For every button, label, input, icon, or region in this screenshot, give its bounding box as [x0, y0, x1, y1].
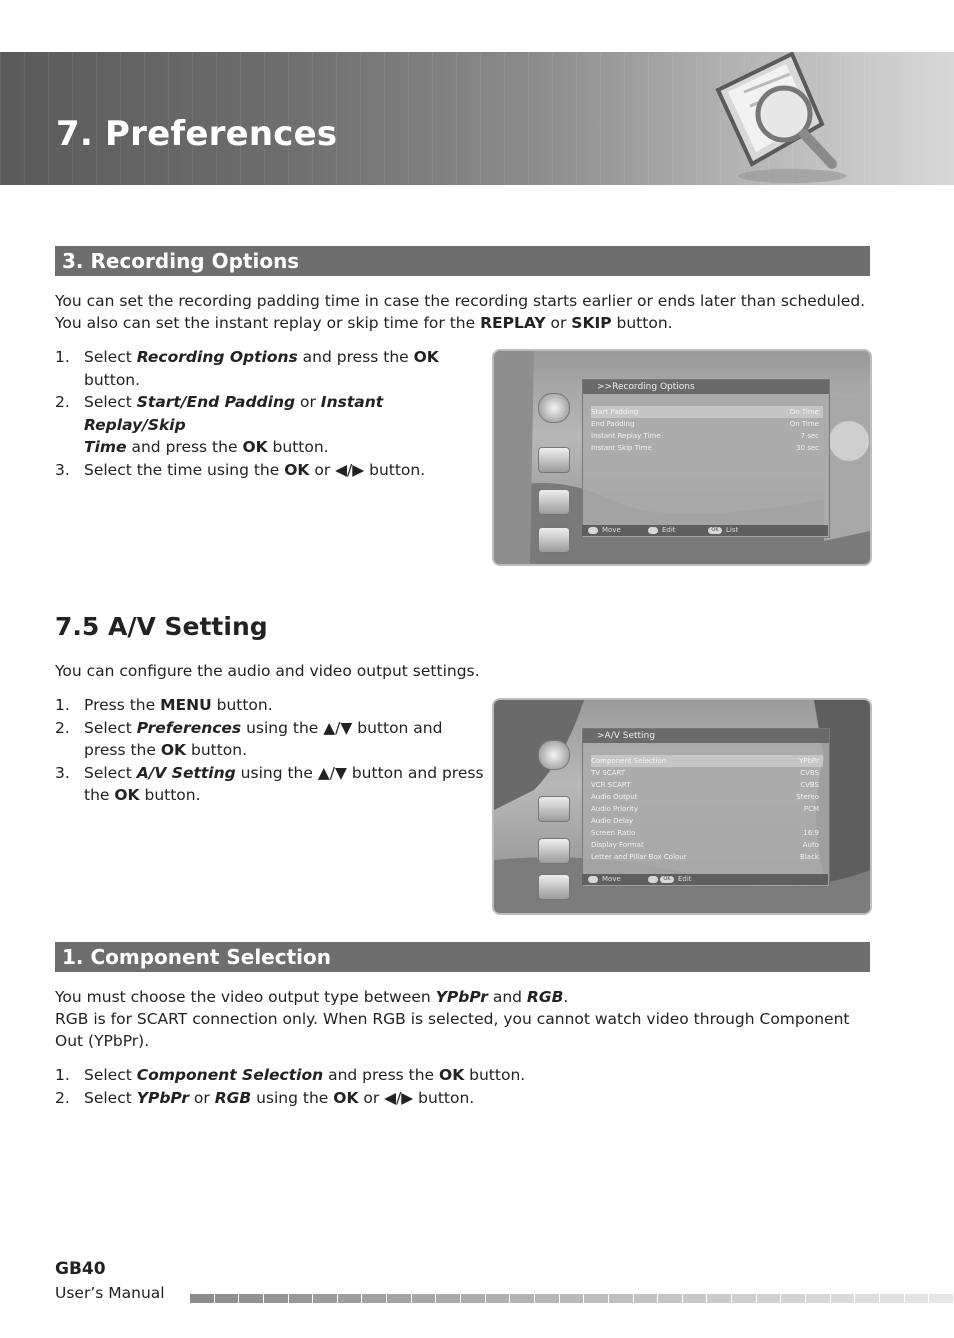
replay-keyword: REPLAY: [480, 314, 546, 332]
section-bar-recording-options: [55, 246, 870, 276]
menu-dock: [532, 726, 574, 908]
rgb-keyword: RGB: [526, 988, 564, 1006]
footer-bar-segment: [338, 1294, 362, 1303]
intro-line: You can set the recording padding time in case the recording starts earlier or ends later than scheduled.: [55, 292, 866, 310]
edit-button-icon: [648, 527, 658, 534]
menu-dock: [532, 377, 574, 559]
setting-value: YPbPr: [799, 757, 819, 765]
footer-edit-label: Edit: [662, 526, 676, 534]
step-text: button.: [186, 741, 248, 759]
intro-text: button.: [611, 314, 673, 332]
monitor-icon: [538, 838, 570, 864]
footer-bar-segment: [289, 1294, 313, 1303]
footer-bar-segment: [461, 1294, 485, 1303]
footer-bar-segment: [584, 1294, 608, 1303]
step-keyword: Component Selection: [136, 1066, 324, 1084]
setting-label: Audio Priority: [591, 805, 639, 813]
setting-value: Black: [800, 853, 819, 861]
setting-label: Instant Replay Time: [591, 432, 661, 440]
setting-value: PCM: [803, 805, 819, 813]
component-steps: [55, 1064, 870, 1109]
footer-bar-segment: [510, 1294, 534, 1303]
list-item: [55, 346, 485, 391]
step-keyword: Recording Options: [136, 348, 298, 366]
banner-stripe: [888, 52, 889, 185]
panel-title: >>Recording Options: [583, 380, 829, 394]
setting-value: On Time: [789, 408, 819, 416]
intro-text: and: [487, 988, 527, 1006]
step-text: Select: [84, 718, 137, 737]
list-item: [55, 459, 485, 482]
ypbpr-keyword: YPbPr: [435, 988, 488, 1006]
footer-bar-segment: [609, 1294, 633, 1303]
step-text: button.: [211, 696, 273, 714]
ok-keyword: OK: [160, 741, 187, 759]
step-keyword: Instant Replay/Skip: [84, 393, 384, 434]
footer-bar-segment: [732, 1294, 756, 1303]
step-text: or: [188, 1088, 215, 1107]
section-heading: 3. Recording Options: [62, 249, 300, 273]
step-number: 2.: [55, 1088, 70, 1107]
step-text: and press the: [323, 1066, 440, 1084]
av-steps: [55, 694, 485, 807]
banner-stripe: [528, 52, 529, 185]
footer-bar-segment: [264, 1294, 288, 1303]
tv-icon: [538, 447, 570, 473]
footer-bar-segment: [535, 1294, 559, 1303]
step-text: using the ▲/▼ button and press: [235, 763, 484, 782]
banner-stripe: [600, 52, 601, 185]
footer-bar-segment: [387, 1294, 411, 1303]
setting-label: Audio Output: [591, 793, 638, 801]
step-keyword: Time: [84, 438, 127, 456]
setting-row[interactable]: [591, 430, 823, 442]
step-number: 3.: [55, 763, 70, 782]
recording-intro: [55, 290, 865, 334]
step-number: 2.: [55, 718, 70, 737]
ok-keyword: OK: [333, 1088, 359, 1107]
edit-button-icon: [648, 876, 658, 883]
step-keyword: A/V Setting: [136, 763, 236, 782]
setting-value: On Time: [789, 420, 819, 428]
banner-stripe: [552, 52, 553, 185]
ok-keyword: OK: [242, 438, 268, 456]
setting-row[interactable]: [591, 851, 823, 863]
intro-line: RGB is for SCART connection only. When RGB is selected, you cannot watch video through Component: [55, 1010, 850, 1028]
banner-stripe: [384, 52, 385, 185]
ok-button-icon: OK: [708, 527, 722, 534]
clock-icon: [538, 740, 570, 770]
list-item: [55, 1064, 870, 1087]
setting-row[interactable]: [591, 839, 823, 851]
banner-stripe: [24, 52, 25, 185]
settings-list: [591, 406, 823, 454]
setting-value: CVBS: [800, 769, 819, 777]
list-item: [55, 717, 485, 762]
footer-bar-segment: [929, 1294, 953, 1303]
intro-text: .: [563, 988, 569, 1006]
setting-row[interactable]: [591, 803, 823, 815]
banner-stripe: [936, 52, 937, 185]
setting-label: Component Selection: [591, 757, 667, 765]
section-heading: 1. Component Selection: [62, 945, 331, 969]
footer-bar-segment: [806, 1294, 830, 1303]
move-button-icon: [588, 876, 598, 883]
component-intro: [55, 986, 870, 1052]
satellite-icon: [538, 874, 570, 900]
step-text: Select: [84, 763, 137, 782]
footer-list-label: List: [726, 526, 739, 534]
footer-bar-segment: [239, 1294, 263, 1303]
intro-text: or: [545, 314, 572, 332]
setting-label: Instant Skip Time: [591, 444, 652, 452]
setting-row[interactable]: [591, 767, 823, 779]
monitor-icon: [538, 489, 570, 515]
footer-edit-label: Edit: [678, 875, 692, 883]
step-text: button.: [267, 438, 329, 456]
banner-stripe: [480, 52, 481, 185]
step-number: 3.: [55, 460, 70, 479]
ok-keyword: OK: [439, 1066, 465, 1084]
step-text: using the ▲/▼ button and: [241, 718, 443, 737]
step-text: the: [84, 786, 115, 804]
setting-row[interactable]: [591, 755, 823, 767]
setting-row[interactable]: [591, 827, 823, 839]
ok-keyword: OK: [284, 460, 310, 479]
setting-row[interactable]: [591, 406, 823, 418]
footer-bar-segment: [215, 1294, 239, 1303]
footer-move-label: Move: [602, 526, 621, 534]
footer-bar-segment: [880, 1294, 904, 1303]
banner-stripe: [408, 52, 409, 185]
step-text: button.: [464, 1066, 526, 1084]
footer-bar-segment: [855, 1294, 879, 1303]
ok-keyword: OK: [114, 786, 140, 804]
banner-stripe: [624, 52, 625, 185]
step-text: and press the: [297, 348, 414, 366]
av-setting-screenshot: [492, 698, 872, 915]
ok-button-icon: OK: [660, 876, 674, 883]
banner-stripe: [432, 52, 433, 185]
step-text: Select: [84, 1088, 137, 1107]
setting-value: CVBS: [800, 781, 819, 789]
step-text: button.: [139, 786, 201, 804]
footer-bar-segment: [658, 1294, 682, 1303]
screen-footer: [582, 874, 828, 885]
setting-value: Stereo: [796, 793, 819, 801]
setting-row[interactable]: [591, 791, 823, 803]
satellite-icon: [538, 527, 570, 553]
recording-steps: [55, 346, 485, 481]
settings-panel: [582, 728, 830, 887]
step-text: press the: [84, 741, 161, 759]
settings-panel: [582, 379, 830, 538]
footer-bar-segment: [560, 1294, 584, 1303]
panel-title: >A/V Setting: [583, 729, 829, 743]
setting-row[interactable]: [591, 442, 823, 454]
footer-bar-segment: [781, 1294, 805, 1303]
screen-footer: [582, 525, 828, 536]
step-keyword: Preferences: [136, 718, 242, 737]
footer-bar-segment: [190, 1294, 214, 1303]
step-text: Select the time using the: [84, 460, 285, 479]
footer-model: GB40: [55, 1259, 106, 1279]
tv-icon: [538, 796, 570, 822]
clock-icon: [538, 393, 570, 423]
intro-text: You must choose the video output type between: [55, 988, 436, 1006]
setting-label: TV SCART: [591, 769, 626, 777]
step-number: 1.: [55, 348, 70, 366]
step-number: 2.: [55, 393, 70, 411]
setting-label: Audio Delay: [591, 817, 634, 825]
skip-keyword: SKIP: [571, 314, 612, 332]
setting-label: Start Padding: [591, 408, 639, 416]
step-text: Press the: [84, 696, 161, 714]
settings-list: [591, 755, 823, 863]
setting-label: End Padding: [591, 420, 635, 428]
footer-bar-segment: [412, 1294, 436, 1303]
step-keyword: RGB: [214, 1088, 252, 1107]
banner-stripe: [864, 52, 865, 185]
magnifier-document-icon: [700, 52, 860, 185]
chapter-banner: [0, 52, 954, 185]
step-number: 1.: [55, 1066, 70, 1084]
step-text: button.: [84, 370, 141, 389]
footer-bar-segment: [757, 1294, 781, 1303]
banner-stripe: [576, 52, 577, 185]
banner-stripe: [648, 52, 649, 185]
footer-bar-segment: [683, 1294, 707, 1303]
footer-bar-segment: [707, 1294, 731, 1303]
step-text: Select: [84, 393, 137, 411]
step-text: using the: [251, 1088, 334, 1107]
list-item: [55, 694, 485, 717]
footer-manual-label: User’s Manual: [55, 1284, 165, 1302]
chapter-title: 7. Preferences: [56, 114, 338, 154]
section-bar-component-selection: [55, 942, 870, 972]
footer-gradient-bar: [190, 1294, 954, 1303]
step-text: or ◀/▶ button.: [358, 1088, 475, 1107]
footer-bar-segment: [634, 1294, 658, 1303]
banner-stripe: [696, 52, 697, 185]
footer-bar-segment: [436, 1294, 460, 1303]
footer-bar-segment: [362, 1294, 386, 1303]
av-setting-heading: 7.5 A/V Setting: [55, 612, 268, 641]
step-text: or: [295, 393, 321, 411]
list-item: [55, 762, 485, 807]
setting-value: 30 sec: [796, 444, 819, 452]
ok-keyword: OK: [413, 348, 439, 366]
banner-stripe: [0, 52, 1, 185]
footer-bar-segment: [905, 1294, 929, 1303]
setting-row[interactable]: [591, 418, 823, 430]
step-text: and press the: [126, 438, 243, 456]
move-button-icon: [588, 527, 598, 534]
banner-stripe: [48, 52, 49, 185]
step-text: Select: [84, 348, 137, 366]
setting-row[interactable]: [591, 779, 823, 791]
banner-stripe: [504, 52, 505, 185]
menu-keyword: MENU: [160, 696, 212, 714]
setting-row[interactable]: [591, 815, 823, 827]
list-item: [55, 1087, 870, 1110]
setting-label: Letter and Pillar Box Colour: [591, 853, 687, 861]
banner-stripe: [912, 52, 913, 185]
intro-line: Out (YPbPr).: [55, 1032, 150, 1050]
banner-stripe: [360, 52, 361, 185]
banner-stripe: [456, 52, 457, 185]
footer-bar-segment: [313, 1294, 337, 1303]
step-keyword: Start/End Padding: [136, 393, 296, 411]
setting-label: Screen Ratio: [591, 829, 636, 837]
footer-bar-segment: [831, 1294, 855, 1303]
step-keyword: YPbPr: [136, 1088, 189, 1107]
step-number: 1.: [55, 696, 70, 714]
setting-value: Auto: [802, 841, 819, 849]
banner-stripe: [672, 52, 673, 185]
setting-label: VCR SCART: [591, 781, 631, 789]
footer-move-label: Move: [602, 875, 621, 883]
setting-value: 16:9: [803, 829, 819, 837]
step-text: or ◀/▶ button.: [309, 460, 426, 479]
list-item: [55, 391, 485, 459]
setting-label: Display Format: [591, 841, 644, 849]
intro-line: You also can set the instant replay or skip time for the: [55, 314, 481, 332]
setting-value: 7 sec: [800, 432, 819, 440]
recording-options-screenshot: [492, 349, 872, 566]
step-text: Select: [84, 1066, 137, 1084]
av-intro: You can configure the audio and video output settings.: [55, 662, 480, 680]
footer-bar-segment: [486, 1294, 510, 1303]
